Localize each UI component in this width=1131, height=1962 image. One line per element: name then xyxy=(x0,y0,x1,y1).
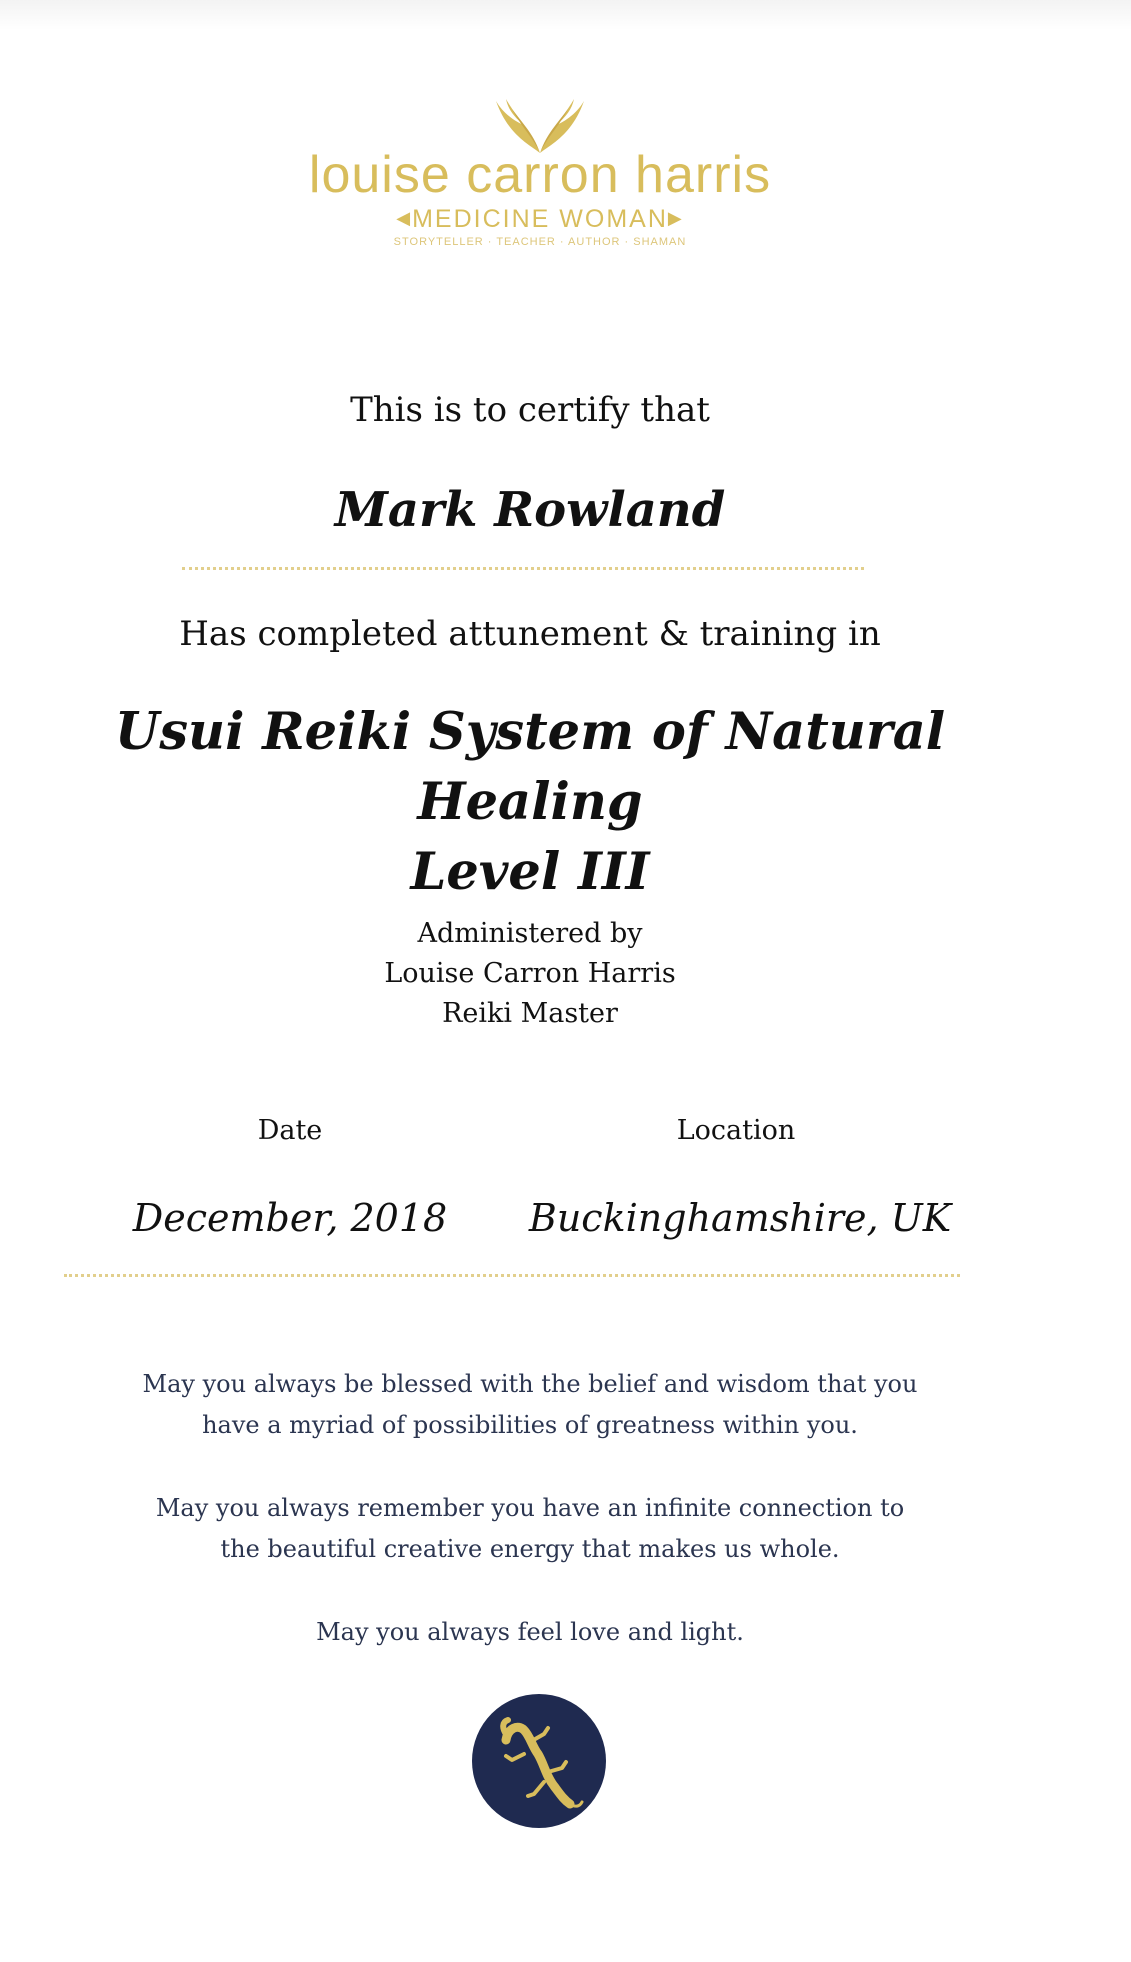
right-triangle-icon: ▶ xyxy=(667,208,684,228)
date-label: Date xyxy=(257,1115,323,1146)
blessing-line: have a myriad of possibilities of greatness within you. xyxy=(202,1411,858,1439)
administrator-title: Reiki Master xyxy=(442,998,618,1029)
brand-tagline xyxy=(0,207,1080,232)
course-title-line1: Usui Reiki System of Natural Healing xyxy=(114,702,946,832)
administered-label: Administered by xyxy=(417,918,643,949)
gecko-seal xyxy=(472,1694,606,1828)
left-triangle-icon: ◀ xyxy=(396,208,413,228)
details-divider xyxy=(64,1274,960,1277)
recipient-name: Mark Rowland xyxy=(334,482,726,538)
blessing-paragraph xyxy=(0,1612,1060,1653)
blessing-line: May you always remember you have an infinite connection to xyxy=(155,1494,905,1522)
course-title xyxy=(0,697,1060,907)
blessing-paragraph xyxy=(0,1364,1060,1446)
blessing-text xyxy=(0,1364,1060,1695)
blessing-line: May you always feel love and light. xyxy=(316,1618,744,1646)
administrator-name: Louise Carron Harris xyxy=(384,958,676,989)
certify-intro: This is to certify that xyxy=(350,390,710,430)
blessing-line: May you always be blessed with the belief and wisdom that you xyxy=(142,1370,918,1398)
location-value: Buckinghamshire, UK xyxy=(528,1196,952,1240)
completed-text: Has completed attunement & training in xyxy=(179,614,881,654)
brand-roles: STORYTELLER · TEACHER · AUTHOR · SHAMAN xyxy=(393,236,687,248)
administered-block xyxy=(0,914,1060,1034)
name-divider xyxy=(182,567,864,570)
brand-tagline-text: MEDICINE WOMAN xyxy=(412,205,668,233)
top-shadow xyxy=(0,0,1131,30)
location-label: Location xyxy=(676,1115,796,1146)
brand-logo xyxy=(0,95,1080,248)
brand-name: louise carron harris xyxy=(308,146,772,204)
blessing-paragraph xyxy=(0,1488,1060,1570)
gecko-icon xyxy=(472,1694,606,1828)
date-value: December, 2018 xyxy=(132,1196,448,1240)
course-level: Level III xyxy=(410,842,650,902)
blessing-line: the beautiful creative energy that makes us whole. xyxy=(220,1535,840,1563)
